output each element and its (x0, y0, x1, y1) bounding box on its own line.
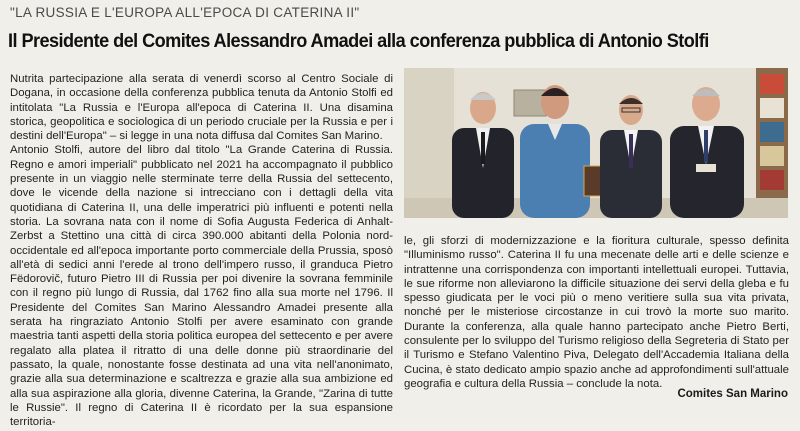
article-photo (404, 68, 788, 218)
article-paragraph: Antonio Stolfi, autore del libro dal titolo "La Grande Caterina di Russia. Regno e amori imperiali" pubblicato nel 2021 ha accompagnato il pubblico presente in un viaggio nelle sterminate terre della Russia del settecento, dove le vicende della nazione si intrecciano con i dettagli della vita quotidiana di Caterina II, una delle imperatrici più influenti e potenti nella storia. La sovrana nata con il nome di Sofia Augusta Federica di Anhalt-Zerbst a Stettino una città di circa 390.000 abitanti della Polonia nord-occidentale ed all'epoca importante porto commerciale della Prussia, sposò all'età di sedici anni l'erede al trono dell'impero russo, il granduca Pietro Fëdorovič, futuro Pietro III di Russia per poi divenire la sovrana femminile con il regno più lungo di Russia, dal 1762 fino alla sua morte nel 1796. Il Presidente del Comites San Marino Alessandro Amadei presente alla serata ha ringraziato Antonio Stolfi per avere esaminato con grande maestria tanti aspetti della storia politica europea del settecento e per avere regalato alla platea il ritratto di una delle donne più straordinarie del passato, la quale, nonostante fosse destinata ad una vita nell'anonimato, grazie alla sua determinazione e scaltrezza e grazie alla sua ambizione ed alla sua aspirazione alla gloria, divenne Caterina, la Grande, "Zarina di tutte le Russie". Il regno di Caterina II è ricordato per la sua espansione territoria- (10, 144, 393, 429)
article-kicker: "LA RUSSIA E L'EUROPA ALL'EPOCA DI CATERINA II" (10, 5, 360, 20)
article-signature: Comites San Marino (677, 388, 788, 400)
article-column-right (404, 234, 789, 391)
article-paragraph: Nutrita partecipazione alla serata di venerdì scorso al Centro Sociale di Dogana, in occasione della conferenza pubblica tenuta da Antonio Stolfi ed intitolata "La Russia e l'Europa all'epoca di Caterina II. Una disamina storica, geopolitica e sociologica di un periodo cruciale per la Russia e per i destini dell'Europa" – si legge in una nota diffusa dal Comites San Marino. (10, 73, 393, 143)
article-column-left (10, 72, 393, 429)
article-paragraph: le, gli sforzi di modernizzazione e la fioritura culturale, spesso definita "Illuminismo russo". Caterina II fu una mecenate delle arti e delle scienze e intrattenne una corrispondenza con importanti intellettuali europei. Tuttavia, le sue riforme non alleviarono la difficile situazione dei servi della gleba e fu spesso giudicata per le voci più o meno veritiere sulla sua vita privata, nonché per le misteriose circostanze in cui trovò la morte suo marito. Durante la conferenza, alla quale hanno partecipato anche Pietro Berti, consulente per lo sviluppo del Turismo religioso della Segreteria di Stato per il Turismo e Stefano Valentino Piva, Delegato dell'Accademia Italiana della Cucina, è stato dedicato ampio spazio anche ad approfondimenti sull'attuale geografia e cultura della Russia – conclude la nota. (404, 235, 789, 390)
article-headline: Il Presidente del Comites Alessandro Amadei alla conferenza pubblica di Antonio Stolfi (8, 30, 709, 52)
